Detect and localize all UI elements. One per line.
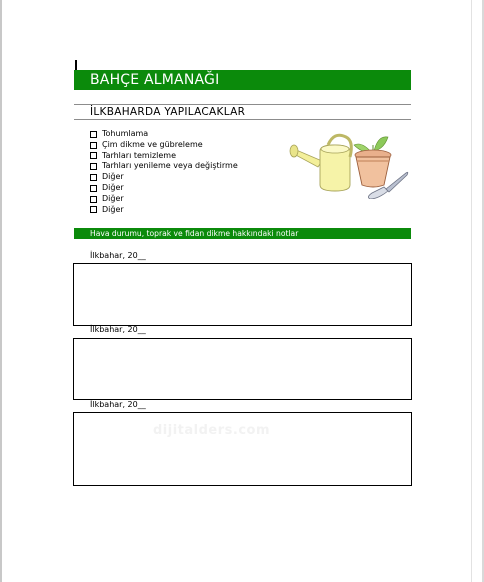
plant-leaf — [374, 137, 388, 151]
task-item[interactable] — [90, 194, 238, 205]
notes-heading[interactable]: Hava durumu, toprak ve fidan dikme hakkındaki notlar — [90, 229, 299, 238]
task-label: Tarhları temizleme — [102, 150, 176, 160]
task-item[interactable] — [90, 172, 238, 183]
document-title[interactable]: BAHÇE ALMANAĞI — [90, 72, 220, 88]
entry-label[interactable]: İlkbahar, 20__ — [90, 400, 146, 409]
note-box[interactable] — [73, 263, 412, 326]
checkbox-icon[interactable] — [90, 163, 97, 170]
trowel-handle — [386, 172, 408, 192]
note-box[interactable] — [73, 338, 412, 400]
task-label: Diğer — [102, 172, 124, 182]
task-label: Diğer — [102, 193, 124, 203]
task-label: Tarhları yenileme veya değiştirme — [102, 161, 238, 171]
page-margin-line — [471, 0, 472, 582]
checkbox-icon[interactable] — [90, 152, 97, 159]
checkbox-icon[interactable] — [90, 206, 97, 213]
text-cursor — [75, 60, 77, 70]
page-edge-left — [0, 0, 2, 582]
task-item[interactable] — [90, 183, 238, 194]
subtitle-rule-bottom — [74, 119, 411, 120]
task-item[interactable] — [90, 151, 238, 162]
task-label: Diğer — [102, 182, 124, 192]
task-label: Tohumlama — [102, 129, 149, 138]
watering-can-top — [321, 145, 349, 153]
section-subtitle[interactable]: İLKBAHARDA YAPILACAKLAR — [90, 106, 246, 118]
watering-can-rose — [290, 145, 298, 157]
task-item[interactable] — [90, 205, 238, 216]
checkbox-icon[interactable] — [90, 142, 97, 149]
checkbox-icon[interactable] — [90, 196, 97, 203]
checkbox-icon[interactable] — [90, 131, 97, 138]
checkbox-icon[interactable] — [90, 174, 97, 181]
watering-can-and-flower-pot-icon[interactable] — [288, 127, 410, 199]
entry-label[interactable]: İlkbahar, 20__ — [90, 251, 146, 260]
task-item[interactable] — [90, 129, 238, 140]
task-list — [90, 129, 238, 215]
task-item[interactable] — [90, 161, 238, 172]
watermark: dijitalders.com — [153, 423, 271, 438]
entry-label[interactable]: İlkbahar, 20__ — [90, 325, 146, 334]
task-item[interactable] — [90, 140, 238, 151]
trowel-blade — [368, 187, 388, 199]
checkbox-icon[interactable] — [90, 185, 97, 192]
task-label: Diğer — [102, 204, 124, 214]
task-label: Çim dikme ve gübreleme — [102, 139, 203, 149]
